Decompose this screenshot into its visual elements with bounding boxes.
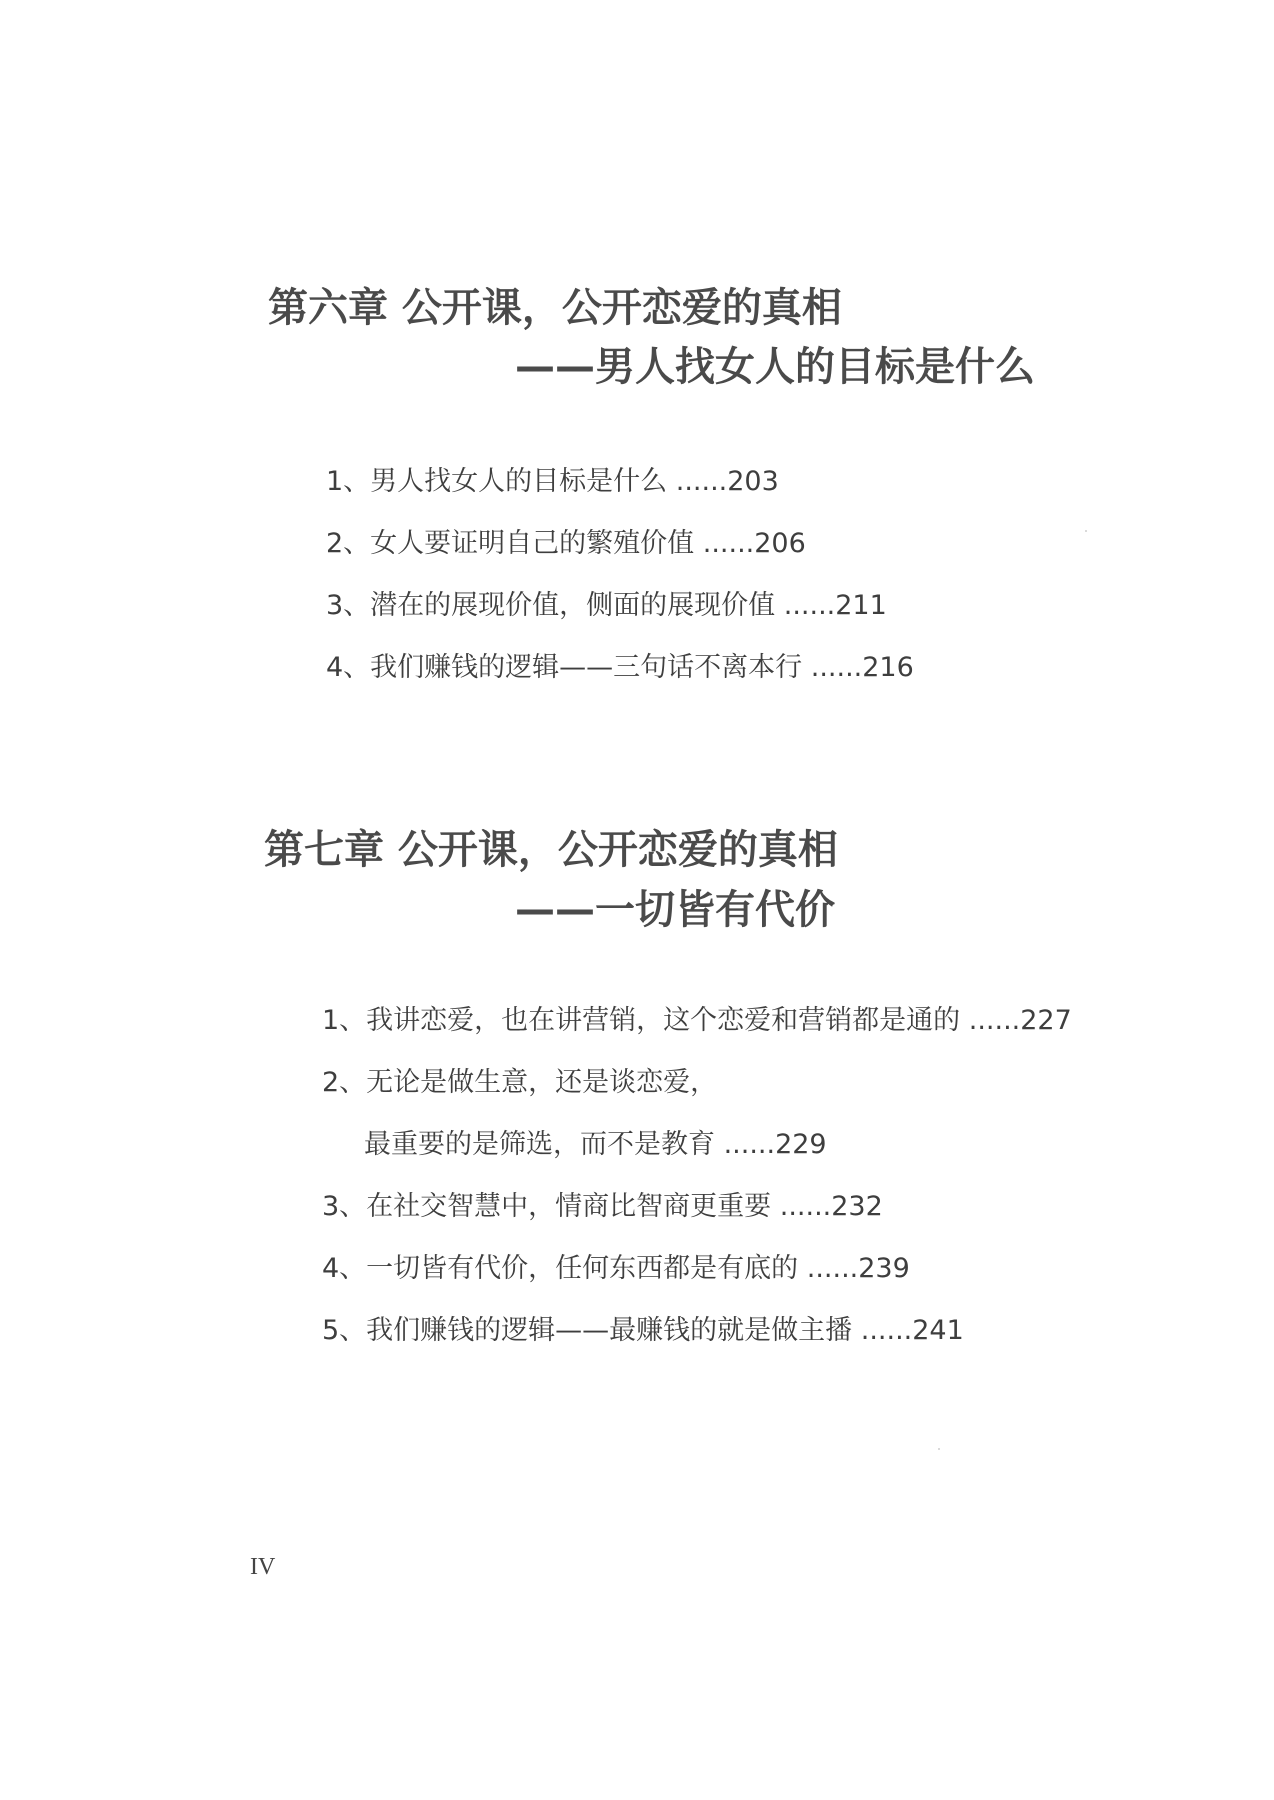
toc-entry[interactable]: 3、在社交智慧中，情商比智商更重要 ......232 bbox=[322, 1191, 883, 1222]
chapter6-title: 第六章 公开课，公开恋爱的真相 bbox=[268, 285, 842, 331]
chapter6-subtitle: ——男人找女人的目标是什么 bbox=[515, 344, 1035, 390]
scan-speck bbox=[1085, 530, 1087, 532]
toc-entry[interactable]: 2、女人要证明自己的繁殖价值 ......206 bbox=[326, 528, 806, 559]
toc-entry[interactable]: 1、我讲恋爱，也在讲营销，这个恋爱和营销都是通的 ......227 bbox=[322, 1005, 1072, 1036]
toc-entry-continuation[interactable]: 最重要的是筛选，而不是教育 ......229 bbox=[364, 1129, 827, 1160]
toc-entry[interactable]: 3、潜在的展现价值，侧面的展现价值 ......211 bbox=[326, 590, 887, 621]
toc-entry[interactable]: 2、无论是做生意，还是谈恋爱， bbox=[322, 1067, 718, 1098]
toc-entry[interactable]: 4、一切皆有代价，任何东西都是有底的 ......239 bbox=[322, 1253, 910, 1284]
page-number: IV bbox=[250, 1554, 276, 1580]
scan-speck bbox=[938, 1448, 940, 1450]
toc-entry[interactable]: 4、我们赚钱的逻辑——三句话不离本行 ......216 bbox=[326, 652, 914, 683]
chapter7-title: 第七章 公开课，公开恋爱的真相 bbox=[264, 827, 838, 873]
toc-entry[interactable]: 5、我们赚钱的逻辑——最赚钱的就是做主播 ......241 bbox=[322, 1315, 964, 1346]
chapter7-subtitle: ——一切皆有代价 bbox=[515, 887, 835, 933]
toc-entry[interactable]: 1、男人找女人的目标是什么 ......203 bbox=[326, 466, 779, 497]
